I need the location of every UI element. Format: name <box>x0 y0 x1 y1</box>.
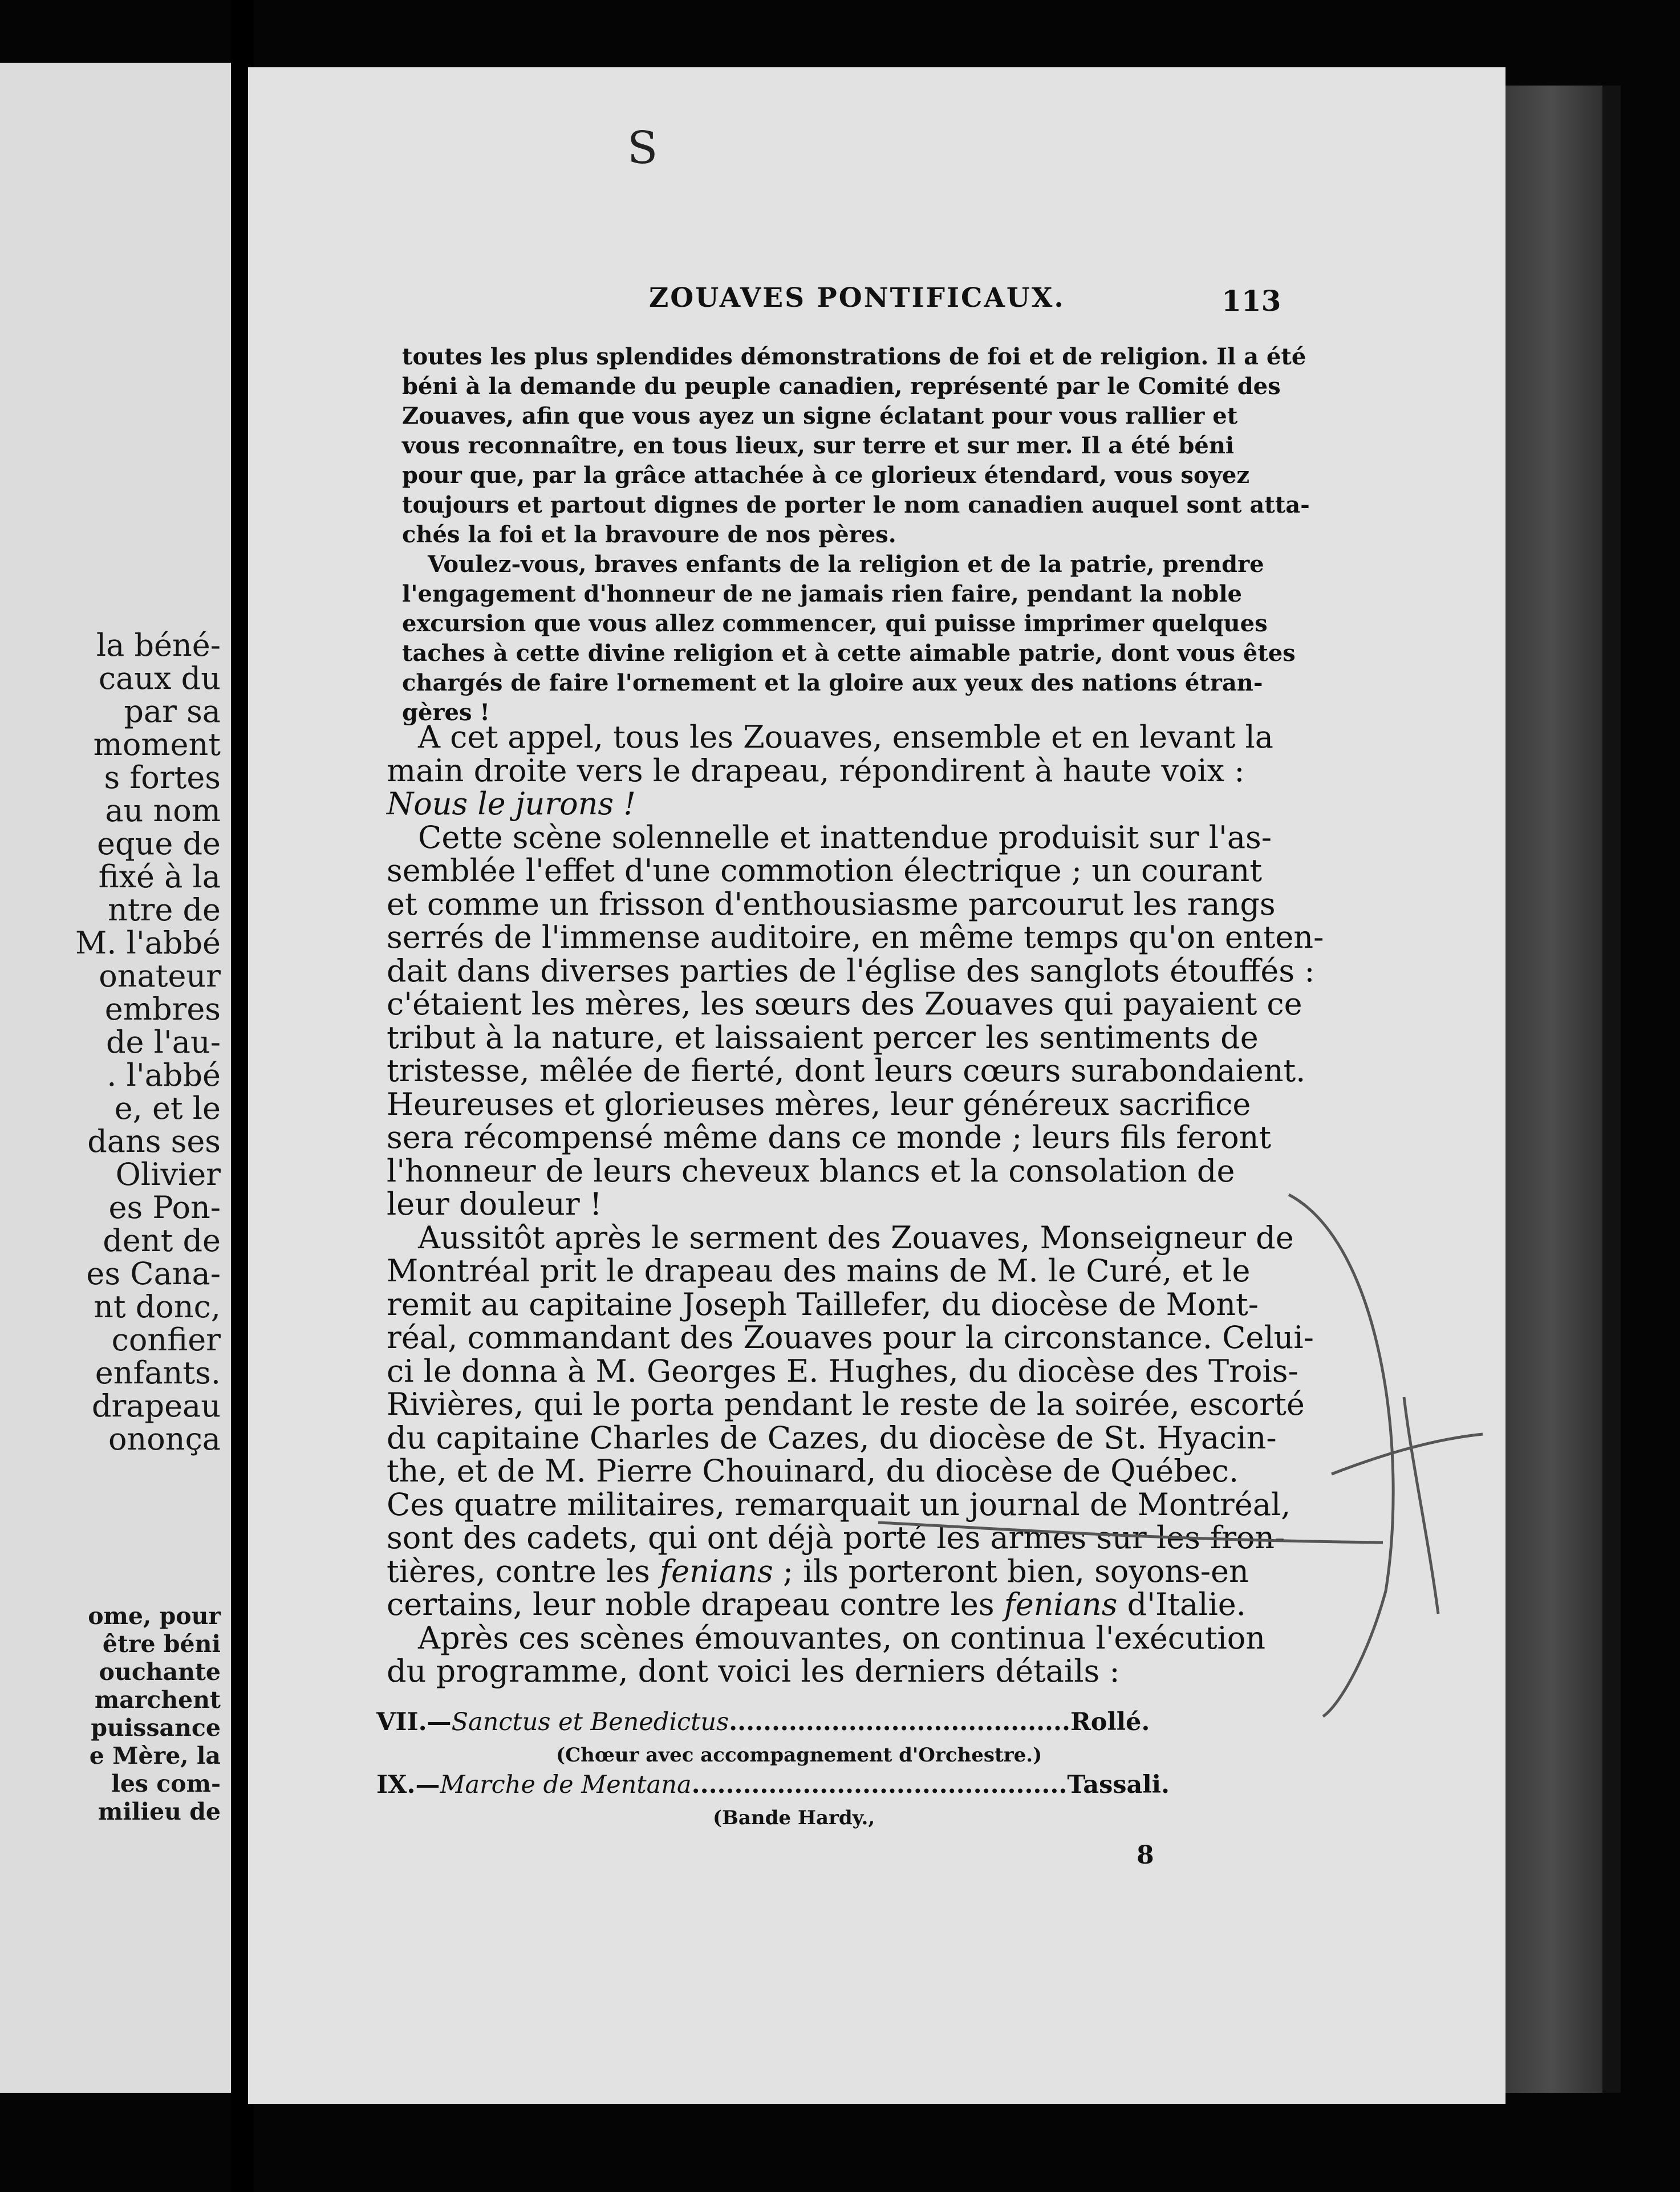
left-page-line: la béné- <box>96 627 221 663</box>
quote-line: Zouaves, afin que vous ayez un signe éclatant pour vous rallier et <box>402 403 1238 429</box>
body-line: et comme un frisson d'enthousiasme parcourut les rangs <box>387 886 1276 922</box>
body-line: tribut à la nature, et laissaient percer les sentiments de <box>387 1019 1259 1056</box>
left-page-line: s fortes <box>104 760 221 795</box>
left-page-line: confier <box>111 1322 221 1358</box>
handwritten-mark: S <box>627 123 658 174</box>
body-line: l'honneur de leurs cheveux blancs et la consolation de <box>387 1152 1235 1189</box>
left-page-line: ntre de <box>108 892 221 928</box>
body-line: du capitaine Charles de Cazes, du diocèse de St. Hyacin- <box>387 1419 1277 1456</box>
quote-line: toujours et partout dignes de porter le nom canadien auquel sont atta- <box>402 492 1310 518</box>
left-page-line: M. l'abbé <box>75 925 221 961</box>
body-line: réal, commandant des Zouaves pour la circonstance. Celui- <box>387 1320 1314 1355</box>
left-page-line: es Cana- <box>86 1256 221 1292</box>
left-page-line: fixé à la <box>98 859 221 895</box>
body-line: Ces quatre militaires, remarquait un journal de Montréal, <box>387 1486 1291 1523</box>
left-page-note-line: milieu de <box>98 1798 221 1825</box>
body-line: main droite vers le drapeau, répondirent à haute voix : <box>387 752 1245 789</box>
program-composer: Tassali. <box>1067 1771 1170 1799</box>
body-line: sont des cadets, qui ont déjà porté les armes sur les fron- <box>387 1520 1285 1556</box>
left-page-line: dent de <box>103 1223 221 1259</box>
left-page-line: eque de <box>97 826 221 862</box>
left-page-line: ononça <box>108 1421 221 1457</box>
body-text <box>387 719 1324 1689</box>
left-page-line: drapeau <box>91 1388 221 1424</box>
body-line: Après ces scènes émouvantes, on continua l'exécution <box>418 1619 1266 1656</box>
program-num: VII.— <box>376 1708 452 1736</box>
body-line: ci le donna à M. Georges E. Hughes, du diocèse des Trois- <box>387 1353 1298 1389</box>
body-line: the, et de M. Pierre Chouinard, du diocèse de Québec. <box>387 1453 1239 1489</box>
left-page-note-line: les com- <box>111 1770 221 1797</box>
body-line: remit au capitaine Joseph Taillefer, du diocèse de Mont- <box>387 1286 1259 1322</box>
program-dots: ........................................ <box>729 1708 1070 1736</box>
page-number: 113 <box>1222 284 1281 318</box>
quote-line: béni à la demande du peuple canadien, représenté par le Comité des <box>402 373 1281 400</box>
left-page-note-line: ouchante <box>99 1658 221 1686</box>
left-page-line: nt donc, <box>94 1289 221 1325</box>
body-line: du programme, dont voici les derniers détails : <box>387 1653 1120 1689</box>
quote-line: taches à cette divine religion et à cette aimable patrie, dont vous êtes <box>402 640 1296 667</box>
program-note: (Chœur avec accompagnement d'Orchestre.) <box>556 1744 1042 1767</box>
left-page-note-line: ome, pour <box>88 1602 221 1630</box>
left-page-line: Olivier <box>115 1156 221 1192</box>
quote-line: chés la foi et la bravoure de nos pères. <box>402 521 896 548</box>
program-num: IX.— <box>376 1771 440 1799</box>
running-head: ZOUAVES PONTIFICAUX. <box>649 282 1065 314</box>
body-line: leur douleur ! <box>387 1186 602 1222</box>
body-line: Heureuses et glorieuses mères, leur généreux sacrifice <box>387 1086 1251 1122</box>
left-facing-page <box>0 63 234 2093</box>
left-page-line: au nom <box>105 793 221 829</box>
left-page-note-line: être béni <box>102 1630 221 1658</box>
quote-line: l'engagement d'honneur de ne jamais rien faire, pendant la noble <box>402 581 1242 607</box>
book-edge-shadow <box>1602 86 1621 2093</box>
left-page-line: . l'abbé <box>107 1057 221 1093</box>
left-page-note-line: e Mère, la <box>89 1742 221 1769</box>
quote-line: Voulez-vous, braves enfants de la religion et de la patrie, prendre <box>428 551 1264 578</box>
signature-mark: 8 <box>1137 1841 1154 1870</box>
body-line: tières, contre les fenians ; ils porteront bien, soyons-en <box>387 1553 1249 1589</box>
body-line: certains, leur noble drapeau contre les fenians d'Italie. <box>387 1586 1246 1622</box>
body-line: dait dans diverses parties de l'église des sanglots étouffés : <box>387 952 1315 989</box>
program-dots: ............................................ <box>691 1771 1068 1799</box>
left-page-line: par sa <box>124 693 221 729</box>
body-line: Nous le jurons ! <box>387 786 636 822</box>
program-note: (Bande Hardy., <box>713 1807 875 1829</box>
quoted-address <box>402 342 1310 728</box>
quote-line: gères ! <box>402 699 490 726</box>
quote-line: vous reconnaître, en tous lieux, sur terre et sur mer. Il a été béni <box>402 432 1235 459</box>
left-page-line: moment <box>93 726 221 762</box>
body-line: Montréal prit le drapeau des mains de M. le Curé, et le <box>387 1253 1251 1289</box>
body-line: Cette scène solennelle et inattendue produisit sur l'as- <box>418 819 1272 855</box>
program-composer: Rollé. <box>1070 1708 1150 1736</box>
quote-line: excursion que vous allez commencer, qui puisse imprimer quelques <box>402 610 1268 637</box>
quote-line: toutes les plus splendides démonstrations de foi et de religion. Il a été <box>402 343 1306 370</box>
quote-line: pour que, par la grâce attachée à ce glorieux étendard, vous soyez <box>402 462 1250 489</box>
left-page-line: onateur <box>99 958 221 994</box>
left-page-line: caux du <box>98 660 221 696</box>
body-line: A cet appel, tous les Zouaves, ensemble et en levant la <box>418 719 1273 755</box>
body-line: tristesse, mêlée de fierté, dont leurs cœurs surabondaient. <box>387 1053 1306 1089</box>
body-line: sera récompensé même dans ce monde ; leurs fils feront <box>387 1119 1272 1155</box>
body-line: semblée l'effet d'une commotion électrique ; un courant <box>387 853 1263 888</box>
left-page-note-line: marchent <box>94 1686 221 1714</box>
left-page-line: embres <box>104 991 221 1027</box>
left-page-line: enfants. <box>95 1355 221 1391</box>
program-item <box>376 1771 1170 1799</box>
body-line: c'étaient les mères, les sœurs des Zouaves qui payaient ce <box>387 986 1302 1022</box>
body-line: Rivières, qui le porta pendant le reste de la soirée, escorté <box>387 1386 1305 1422</box>
left-page-line: de l'au- <box>105 1024 221 1060</box>
left-page-note-line: puissance <box>91 1714 221 1742</box>
program-item <box>376 1708 1150 1736</box>
quote-line: chargés de faire l'ornement et la gloire aux yeux des nations étran- <box>402 669 1263 696</box>
left-page-line: dans ses <box>87 1123 221 1159</box>
body-line: Aussitôt après le serment des Zouaves, Monseigneur de <box>418 1219 1294 1256</box>
left-page-line: es Pon- <box>108 1190 221 1225</box>
body-line: serrés de l'immense auditoire, en même temps qu'on enten- <box>387 919 1324 955</box>
program-title: Marche de Mentana <box>440 1771 692 1799</box>
left-page-line: e, et le <box>114 1090 221 1126</box>
program-title: Sanctus et Benedictus <box>451 1708 729 1736</box>
